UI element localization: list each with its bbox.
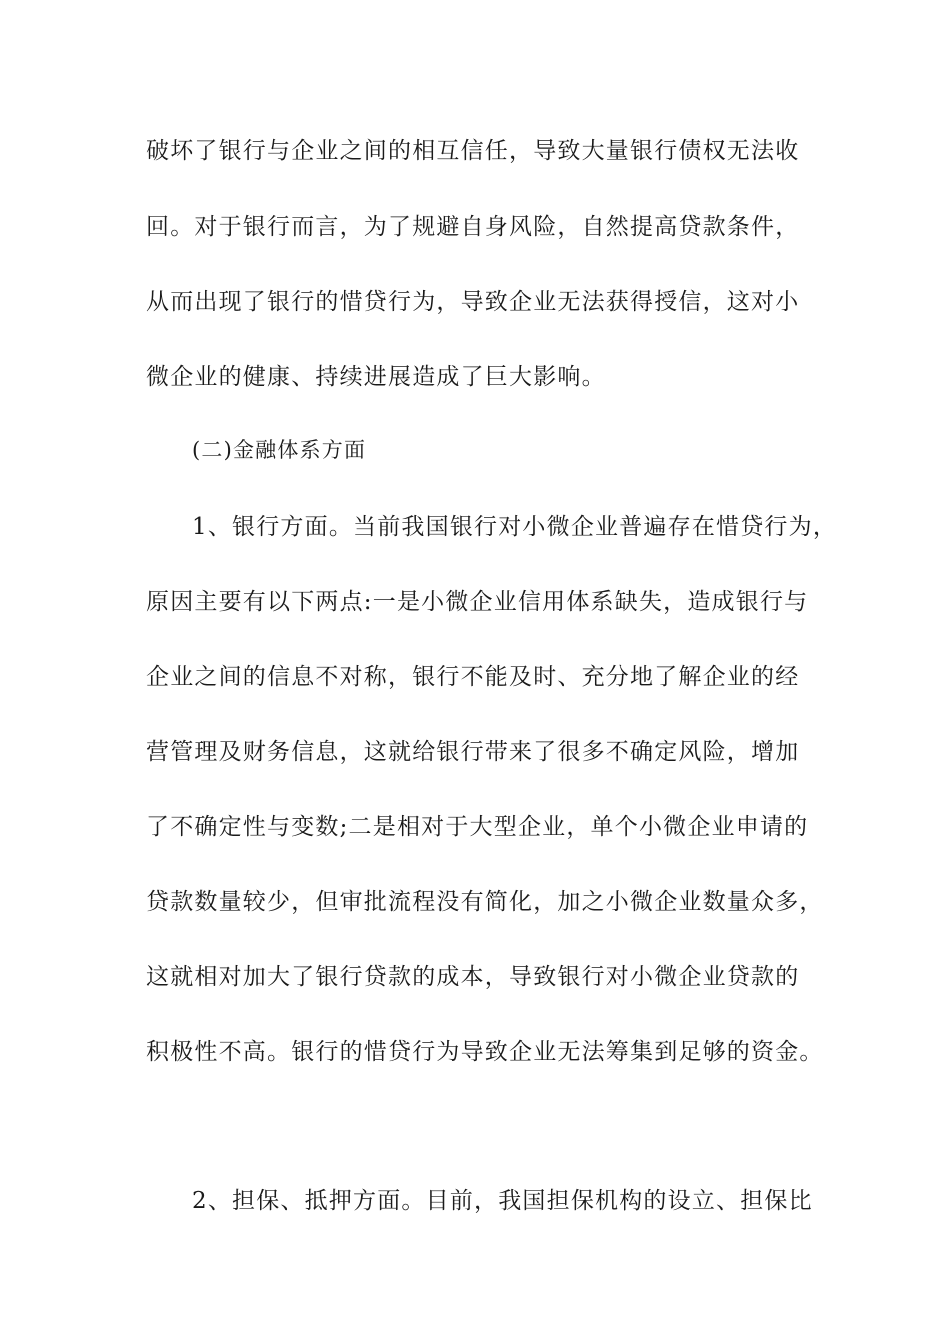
paragraph-line: 2、担保、抵押方面。目前，我国担保机构的设立、担保比 xyxy=(192,1188,813,1214)
paragraph-line: 回。对于银行而言，为了规避自身风险，自然提高贷款条件， xyxy=(146,214,800,240)
paragraph-line: 营管理及财务信息，这就给银行带来了很多不确定风险，增加 xyxy=(146,739,800,765)
paragraph-line: 1、银行方面。当前我国银行对小微企业普遍存在惜贷行为， xyxy=(192,514,838,540)
paragraph-line: 企业之间的信息不对称，银行不能及时、充分地了解企业的经 xyxy=(146,664,800,690)
paragraph-line: 积极性不高。银行的惜贷行为导致企业无法筹集到足够的资金。 xyxy=(146,1039,824,1065)
paragraph-line: 了不确定性与变数;二是相对于大型企业，单个小微企业申请的 xyxy=(146,814,809,840)
paragraph-line: 原因主要有以下两点:一是小微企业信用体系缺失，造成银行与 xyxy=(146,589,809,615)
paragraph-line: 这就相对加大了银行贷款的成本，导致银行对小微企业贷款的 xyxy=(146,964,800,990)
section-heading: (二)金融体系方面 xyxy=(192,438,367,462)
paragraph-line: 微企业的健康、持续进展造成了巨大影响。 xyxy=(146,364,606,390)
paragraph-line: 破坏了银行与企业之间的相互信任，导致大量银行债权无法收 xyxy=(146,138,800,164)
paragraph-line: 从而出现了银行的惜贷行为，导致企业无法获得授信，这对小 xyxy=(146,289,800,315)
paragraph-line: 贷款数量较少，但审批流程没有简化，加之小微企业数量众多， xyxy=(146,889,824,915)
